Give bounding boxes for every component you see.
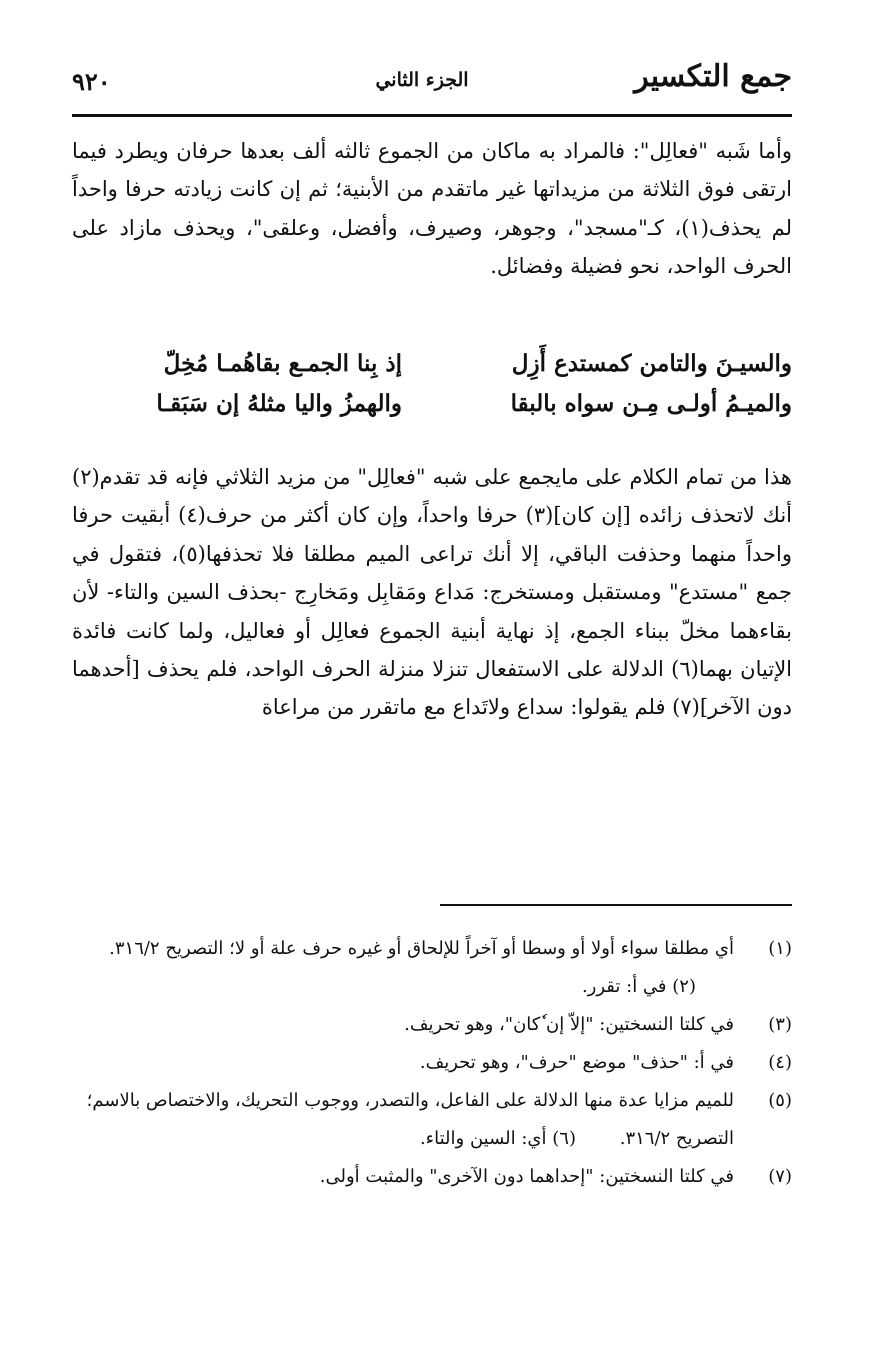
footnote-number: (١) [768, 938, 792, 959]
footnote-text: في كلتا النسختين: "إحداهما دون الآخرى" والمثبت أولى. [319, 1166, 734, 1187]
footnote-number: (٥) [768, 1090, 792, 1111]
footnote-item [72, 1158, 792, 1196]
footnote-text: في كلتا النسختين: "إلاّ إن ٗكان"، وهو تحريف. [404, 1014, 734, 1035]
page-number: ٩٢٠ [72, 67, 111, 96]
paragraph: هذا من تمام الكلام على مايجمع على شبه "فعالِل" من مزيد الثلاثي فإنه قد تقدم(٢) أنك لاتحذف زائده [إن كان](٣) حرفا واحداً، وإن كان أكثر من حرف(٤) أبقيت حرفا واحداً منهما وحذفت الباقي، إلا أنك تراعى الميم مطلقا فلا تحذفها(٥)، فتقول في جمع "مستدع" ومستقبل ومستخرج: مَداع ومَقابِل ومَخارِج -بحذف السين والتاء- لأن بقاءهما مخلّ ببناء الجمع، إذ نهاية أبنية الجموع فعالِل أو فعاليل، ولما كانت فائدة الإتيان بهما(٦) الدلالة على الاستفعال تنزلا منزلة الحرف الواحد، فلم يحذف [أحدهما دون الآخر](٧) فلم يقولوا: سداع ولاتَداع مع ماتقرر من مراعاة [72, 465, 793, 720]
footnote-number: (٤) [768, 1052, 792, 1073]
verse-second-hemistich: إذ بِنا الجمـع بقاهُمـا مُخِلّ [163, 350, 402, 377]
body-text-bottom [72, 458, 792, 727]
footnote-number: (٣) [768, 1014, 792, 1035]
page-header [72, 52, 792, 108]
footnote-number: (٧) [768, 1166, 792, 1187]
verse-first-hemistich: والميـمُ أولـى مِـن سواه بالبقا [510, 390, 792, 417]
footnote-item [72, 1006, 792, 1044]
verse-block [72, 344, 792, 424]
verse-line [72, 384, 792, 424]
verse-second-hemistich: والهمزُ واليا مثلهُ إن سَبَقـا [156, 390, 402, 417]
verse-line [72, 344, 792, 384]
footnote-separator [440, 904, 792, 906]
footnote-item [72, 1044, 792, 1082]
body-text-top [72, 132, 792, 286]
footnote-text: في أ: "حذف" موضع "حرف"، وهو تحريف. [419, 1052, 734, 1073]
footnotes [72, 930, 792, 1196]
footnote-text: أي مطلقا سواء أولا أو وسطا أو آخراً للإلحاق أو غيره حرف علة أو لا؛ التصريح ٣١٦/٢. [109, 938, 734, 959]
footnote-item [72, 930, 792, 1006]
header-rule [72, 114, 792, 117]
part-label: الجزء الثاني [375, 69, 469, 91]
footnote-number: (٢) [672, 976, 696, 997]
chapter-title: جمع التكسير [634, 59, 792, 94]
footnote-text: في أ: تقرر. [581, 976, 667, 997]
footnote-text: للميم مزايا عدة منها الدلالة على الفاعل، والتصدر، ووجوب التحريك، والاختصاص بالاسم؛ التصريح ٣١٦/٢. [86, 1090, 734, 1149]
footnote-number: (٦) [552, 1128, 576, 1149]
paragraph: وأما شَبه "فعالِل": فالمراد به ماكان من الجموع ثالثه ألف بعدها حرفان ويطرد فيما ارتقى فوق الثلاثة من مزيداتها غير ماتقدم من الأبنية؛ ثم إن كانت زيادته حرفا واحداً لم يحذف(١)، كـ"مسجد"، وجوهر، وصيرف، وأفضل، وعلقى"، ويحذف مازاد على الحرف الواحد، نحو فضيلة وفضائل. [72, 139, 793, 279]
footnote-item [72, 1082, 792, 1158]
footnote-text: أي: السين والتاء. [419, 1128, 547, 1149]
verse-first-hemistich: والسيـنَ والتامن كمستدع أَزِل [511, 350, 792, 377]
